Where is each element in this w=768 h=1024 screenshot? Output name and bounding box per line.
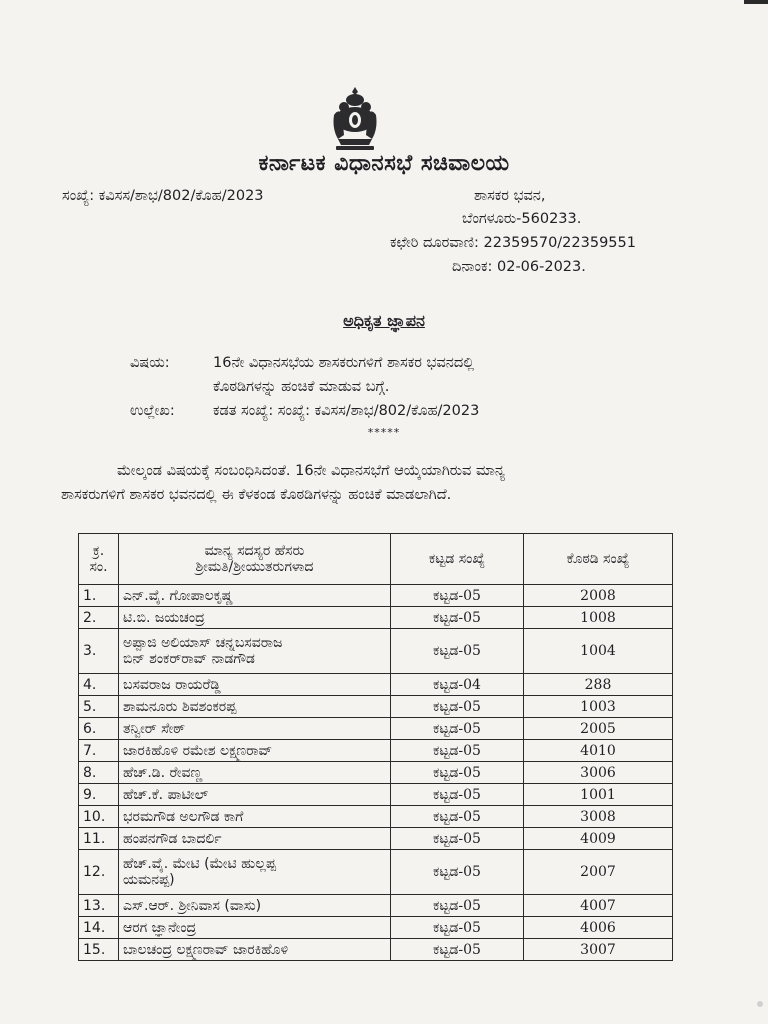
room-cell: 1008 [524, 607, 673, 629]
header-serial: ಕ್ರ. ಸಂ. [79, 534, 119, 585]
member-name-cell: ಹೆಚ್.ವೈ. ಮೇಟಿ (ಮೇಟಿ ಹುಲ್ಲಪ್ಪ ಯಮನಪ್ಪ) [119, 850, 391, 895]
date: ದಿನಾಂಕ: 02-06-2023. [452, 259, 586, 275]
room-cell: 3006 [524, 762, 673, 784]
room-cell: 2007 [524, 850, 673, 895]
serial-cell: 5. [79, 696, 119, 718]
table-row [79, 784, 673, 806]
reference-number: ಸಂಖ್ಯೆ: ಕವಿಸಸ/ಶಾಭ/802/ಕೊಹ/2023 [62, 188, 264, 204]
table-row [79, 828, 673, 850]
paragraph-line-1: ಮೇಲ್ಕಂಡ ವಿಷಯಕ್ಕೆ ಸಂಬಂಧಿಸಿದಂತೆ. 16ನೇ ವಿಧಾನಸಭೆಗೆ ಆಯ್ಕೆಯಾಗಿರುವ ಮಾನ್ಯ [117, 463, 505, 479]
room-cell: 4006 [524, 917, 673, 939]
block-cell: ಕಟ್ಟಡ-05 [391, 629, 524, 674]
scan-speck [757, 1001, 763, 1007]
table-row [79, 740, 673, 762]
table-row [79, 762, 673, 784]
paragraph-line-2: ಶಾಸಕರುಗಳಿಗೆ ಶಾಸಕರ ಭವನದಲ್ಲಿ ಈ ಕೆಳಕಂಡ ಕೊಠಡಿಗಳನ್ನು ಹಂಚಿಕೆ ಮಾಡಲಾಗಿದೆ. [61, 487, 452, 503]
room-cell: 4009 [524, 828, 673, 850]
member-name-cell: ಎನ್.ವೈ. ಗೋಪಾಲಕೃಷ್ಣ [119, 585, 391, 607]
table-header-row [79, 534, 673, 585]
room-cell: 1003 [524, 696, 673, 718]
table-row [79, 674, 673, 696]
serial-cell: 12. [79, 850, 119, 895]
member-name-cell: ಹಂಪನಗೌಡ ಬಾದರ್ಲಿ [119, 828, 391, 850]
serial-cell: 3. [79, 629, 119, 674]
block-cell: ಕಟ್ಟಡ-05 [391, 784, 524, 806]
office-phone: ಕಛೇರಿ ದೂರವಾಣಿ: 22359570/22359551 [390, 235, 636, 251]
address-line-2: ಬೆಂಗಳೂರು-560233. [462, 211, 582, 227]
serial-cell: 7. [79, 740, 119, 762]
serial-cell: 4. [79, 674, 119, 696]
room-cell: 1001 [524, 784, 673, 806]
table-row [79, 917, 673, 939]
member-name-cell: ಬಾಲಚಂದ್ರ ಲಕ್ಷ್ಮಣರಾವ್ ಜಾರಕಿಹೊಳಿ [119, 939, 391, 961]
serial-cell: 13. [79, 895, 119, 917]
block-cell: ಕಟ್ಟಡ-05 [391, 585, 524, 607]
serial-cell: 8. [79, 762, 119, 784]
block-cell: ಕಟ್ಟಡ-05 [391, 895, 524, 917]
member-name-cell: ತನ್ವೀರ್ ಸೇಠ್ [119, 718, 391, 740]
block-cell: ಕಟ್ಟಡ-05 [391, 696, 524, 718]
table-row [79, 939, 673, 961]
member-name-cell: ಹೆಚ್.ಕೆ. ಪಾಟೀಲ್ [119, 784, 391, 806]
header-block-number: ಕಟ್ಟಡ ಸಂಖ್ಯೆ [391, 534, 524, 585]
memorandum-heading: ಅಧಿಕೃತ ಜ್ಞಾಪನ [343, 311, 425, 330]
member-name-cell: ಶಾಮನೂರು ಶಿವಶಂಕರಪ್ಪ [119, 696, 391, 718]
table-row [79, 607, 673, 629]
room-cell: 1004 [524, 629, 673, 674]
member-name-cell: ಆರಗ ಜ್ಞಾನೇಂದ್ರ [119, 917, 391, 939]
block-cell: ಕಟ್ಟಡ-05 [391, 607, 524, 629]
room-cell: 4010 [524, 740, 673, 762]
block-cell: ಕಟ್ಟಡ-05 [391, 850, 524, 895]
table-row [79, 850, 673, 895]
member-name-cell: ಜಾರಕಿಹೊಳಿ ರಮೇಶ ಲಕ್ಷ್ಮಣರಾವ್ [119, 740, 391, 762]
member-name-cell: ಟಿ.ಬಿ. ಜಯಚಂದ್ರ [119, 607, 391, 629]
member-name-cell: ಭರಮಗೌಡ ಅಲಗೌಡ ಕಾಗೆ [119, 806, 391, 828]
scan-edge-mark [744, 0, 768, 4]
serial-cell: 2. [79, 607, 119, 629]
serial-cell: 6. [79, 718, 119, 740]
subject-line-1: 16ನೇ ವಿಧಾನಸಭೆಯ ಶಾಸಕರುಗಳಿಗೆ ಶಾಸಕರ ಭವನದಲ್ಲಿ [213, 355, 475, 371]
state-emblem-icon [330, 85, 380, 153]
serial-cell: 15. [79, 939, 119, 961]
member-name-cell: ಎಸ್.ಆರ್. ಶ್ರೀನಿವಾಸ (ವಾಸು) [119, 895, 391, 917]
room-cell: 3007 [524, 939, 673, 961]
header-room-number: ಕೊಠಡಿ ಸಂಖ್ಯೆ [524, 534, 673, 585]
block-cell: ಕಟ್ಟಡ-05 [391, 740, 524, 762]
reference-text: ಕಡತ ಸಂಖ್ಯೆ: ಸಂಖ್ಯೆ: ಕವಿಸಸ/ಶಾಭ/802/ಕೊಹ/2023 [213, 403, 480, 419]
department-title: ಕರ್ನಾಟಕ ವಿಧಾನಸಭೆ ಸಚಿವಾಲಯ [258, 151, 510, 176]
reference-label: ಉಲ್ಲೇಖ: [130, 403, 175, 419]
subject-line-2: ಕೊಠಡಿಗಳನ್ನು ಹಂಚಿಕೆ ಮಾಡುವ ಬಗ್ಗೆ. [213, 379, 390, 395]
separator: ***** [367, 426, 401, 439]
block-cell: ಕಟ್ಟಡ-04 [391, 674, 524, 696]
table-row [79, 895, 673, 917]
serial-cell: 11. [79, 828, 119, 850]
block-cell: ಕಟ್ಟಡ-05 [391, 939, 524, 961]
table-row [79, 696, 673, 718]
room-allocation-table [78, 533, 673, 961]
serial-cell: 9. [79, 784, 119, 806]
table-row [79, 806, 673, 828]
table-row [79, 718, 673, 740]
serial-cell: 10. [79, 806, 119, 828]
serial-cell: 1. [79, 585, 119, 607]
block-cell: ಕಟ್ಟಡ-05 [391, 718, 524, 740]
serial-cell: 14. [79, 917, 119, 939]
room-cell: 288 [524, 674, 673, 696]
room-cell: 2005 [524, 718, 673, 740]
block-cell: ಕಟ್ಟಡ-05 [391, 828, 524, 850]
block-cell: ಕಟ್ಟಡ-05 [391, 762, 524, 784]
table-row [79, 629, 673, 674]
room-cell: 2008 [524, 585, 673, 607]
table-row [79, 585, 673, 607]
member-name-cell: ಹೆಚ್.ಡಿ. ರೇವಣ್ಣ [119, 762, 391, 784]
room-cell: 3008 [524, 806, 673, 828]
block-cell: ಕಟ್ಟಡ-05 [391, 806, 524, 828]
room-cell: 4007 [524, 895, 673, 917]
header-member-name: ಮಾನ್ಯ ಸದಸ್ಯರ ಹೆಸರು ಶ್ರೀಮತಿ/ಶ್ರೀಯುತರುಗಳಾದ [119, 534, 391, 585]
subject-label: ವಿಷಯ: [130, 355, 170, 371]
address-line-1: ಶಾಸಕರ ಭವನ, [474, 188, 546, 204]
member-name-cell: ಬಸವರಾಜ ರಾಯರೆಡ್ಡಿ [119, 674, 391, 696]
member-name-cell: ಅಪ್ಪಾಜಿ ಅಲಿಯಾಸ್ ಚನ್ನಬಸವರಾಜ ಬಿನ್ ಶಂಕರ್‌ರಾವ್ ನಾಡಗೌಡ [119, 629, 391, 674]
block-cell: ಕಟ್ಟಡ-05 [391, 917, 524, 939]
